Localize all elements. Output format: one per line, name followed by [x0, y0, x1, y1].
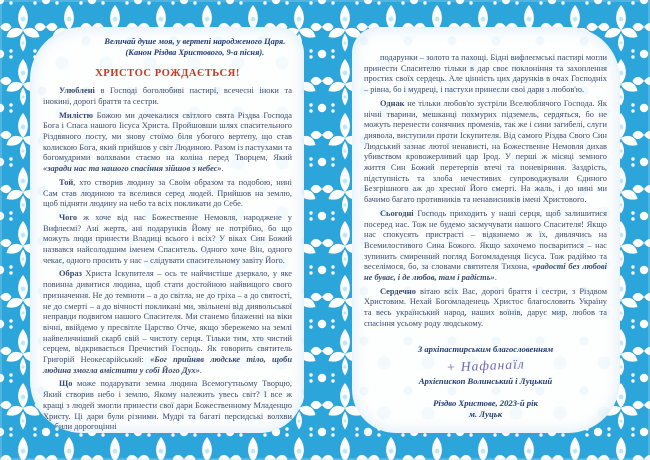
page-right: [352, 27, 620, 433]
greeting-title: ХРИСТОС РОЖДАЄТЬСЯ!: [95, 68, 240, 80]
paragraph: подарунки – золото та пахощі. Бідні вифлеємські пастирі могли принести Спасителю тільки в дар своє поклоніння та захоплення простих своїх сердець. Але цінність цих дарунків в очах Господніх – рівна, бо і мудреці, і пастухи принесли свої дари з любов'ю.: [364, 53, 607, 95]
paragraph: Сьогодні Господь приходить у наші серця, щоб залишитися посеред нас. Тож не будемо засмучувати нашого Спасителя! Якщо нас спокусять пристрасті – відкинемо ж їх, дивлячись на Всемилостивого Сина Божого. Якщо захочемо посваритися – нас зупинить смиренний погляд Богомладенця Іісуса. Тож радіймо та веселімося, бо, за словами святителя Тихона, «радості без любові не буває, і де любов, там і радість».: [364, 208, 607, 283]
right-page-body: [364, 53, 607, 330]
place-line: м. Луцьк: [468, 408, 503, 419]
date-line: Різдво Христове, 2023-й рік: [433, 397, 538, 408]
paragraph: Що може подарувати земна людина Всемогутньому Творцю, Який створив небо і землю, Якому належить увесь світ? І все ж кращі з людей змогли принести свої дари Божественному Младенцю Христу. Ці дари були різними. Мудрі та багаті персидські волхви зробили дорогоцінні: [43, 379, 292, 432]
left-page-body: [43, 86, 292, 433]
paragraph: Улюблені в Господі боголюбиві пастирі, всечесні іноки та інокині, дорогі браття та сестри.: [43, 86, 292, 106]
signature-handwritten: + Нафанаїл: [445, 355, 525, 375]
closing-block: [364, 344, 607, 419]
blessing-line: З архіпастирським благословенням: [417, 343, 554, 354]
signer-title-line: Архієпископ Волинський і Луцький: [418, 375, 553, 386]
paragraph: Милістю Божою ми дочекалися світлого свята Різдва Господа Бога і Спаса нашого Іісуса Христа. Пройшовши шлях спасительного Різдвяного посту, ми знову стоїмо біля убогого вертепу, що став колискою Бога, який прийшов у світ Людиною. Разом із пастухами та богомудрими волхвами стаємо на коліна перед Творцем, Який «заради нас та нашого спасіння зійшов з небес».: [43, 110, 292, 174]
paragraph: Чого ж хоче від нас Божественне Немовля, народжене у Вифлеємі? Ані жертв, ані подарунків Йому не потрібно, бо що можуть люди принести Владиці всього і всіх? У віках Син Божий назвався найсолодшим іменем Спаситель. Одного хоче Він, одного чекає, одного просить у нас – слідувати спасительному завіту Його.: [43, 212, 292, 265]
paragraph: Той, хто створив людину за Своїм образом та подобою, нині Сам став людиною та вселився серед людей. Прийшов на землю, щоб підняти людину на небо та всіх покликати до Себе.: [43, 177, 292, 209]
epigraph-line-2: (Канон Різдва Христового, 9-а пісня).: [125, 47, 265, 57]
paragraph: Однак не тільки любов'ю зустріли Вселюблячого Господа. Як нічні тварини, мешканці похмурих підземель, сердяться, бо не можуть перенести сонячних променів, так же і сини загибелі, слуги диявола, виступили проти Іскупителя. Від самого Різдва Свого Син Людський зазнає лютої ненависті, на Божественне Немовля дихав убивством кровожерливий цар Ірод. У перші ж місяці земного життя Син Божий перетерпів втечі та поневіряння. Заздрість, підступність та злоба нечестивих супроводжували Єдиного Безгрішного аж до хресної Його смерті. На жаль, і до нині ми бачимо багато противників та ненависників імені Христового.: [364, 98, 607, 205]
epigraph: [43, 37, 292, 58]
epigraph-line-1: Величай душе моя, у вертепі народженого Царя.: [104, 37, 286, 46]
page-left: [30, 27, 304, 433]
paragraph: Образ Христа Іскупителя – ось те найчистіше дзеркало, у яке повинна дивитися людина, щоб стати достойною найвищого свого призначення. Не до темноти – а до світла, не до гріха – а до святості, не до смерті – а до вічності покликані ми, звільнені від диявольської неправди подвигом нашого Спасителя. Ми станемо блаженні на віки вічні, ввійдемо у пресвітле Царство Отче, якщо збережемо на землі найвеличніший скарб свій – чистоту серця. Тільки тим, хто чистий серцем, відкривається Пречистий Господь. Як говорить святитель Григорій Неокесарійський: «Бог прийняв людське тіло, щоби людина змогла вмістити у собі Його Дух».: [43, 269, 292, 375]
paragraph: Сердечно вітаю всіх Вас, дорогі браття і сестри, з Різдвом Христовим. Нехай Богомладенець Христос благословить Україну та весь український народ, наших воїнів, дарує мир, любов та спасіння усьому роду людському.: [364, 286, 607, 328]
